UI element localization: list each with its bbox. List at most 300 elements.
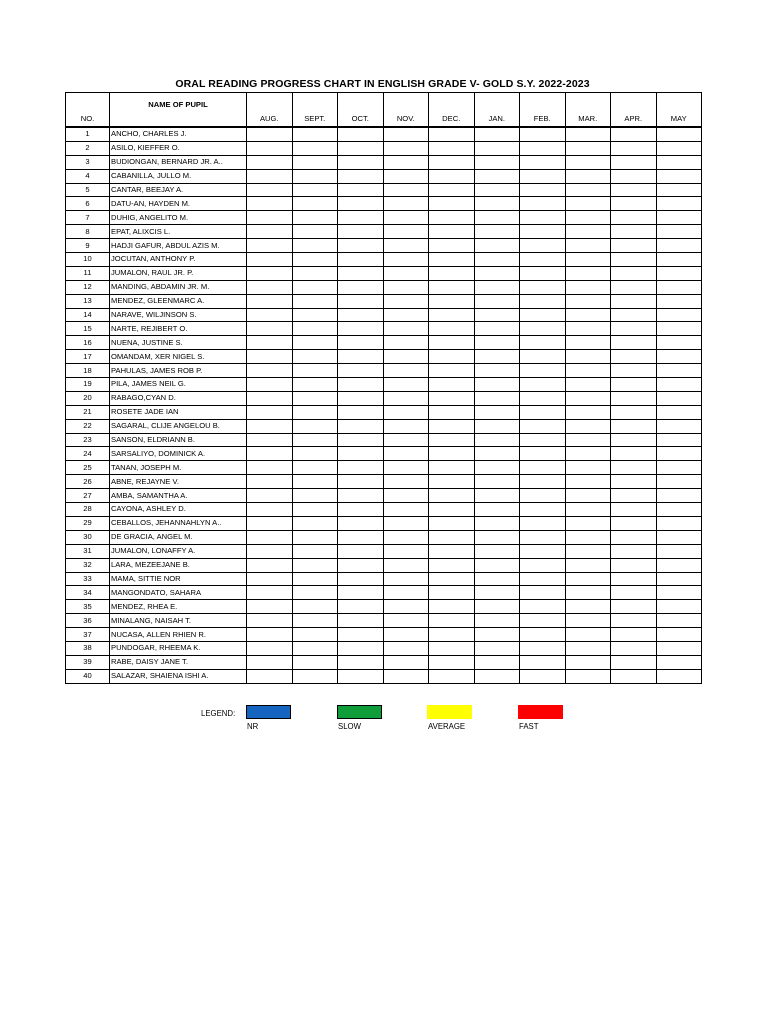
month-cell[interactable]: [474, 475, 520, 489]
month-cell[interactable]: [656, 266, 702, 280]
month-cell[interactable]: [292, 600, 338, 614]
month-cell[interactable]: [292, 308, 338, 322]
month-cell[interactable]: [338, 294, 384, 308]
month-cell[interactable]: [611, 155, 657, 169]
month-cell[interactable]: [565, 141, 611, 155]
month-cell[interactable]: [611, 503, 657, 517]
month-cell[interactable]: [520, 461, 566, 475]
month-cell[interactable]: [292, 447, 338, 461]
month-cell[interactable]: [338, 127, 384, 141]
month-cell[interactable]: [474, 266, 520, 280]
month-cell[interactable]: [247, 405, 293, 419]
month-cell[interactable]: [338, 197, 384, 211]
month-cell[interactable]: [474, 141, 520, 155]
month-cell[interactable]: [247, 669, 293, 683]
month-cell[interactable]: [292, 516, 338, 530]
month-cell[interactable]: [520, 322, 566, 336]
month-cell[interactable]: [474, 378, 520, 392]
month-cell[interactable]: [383, 127, 429, 141]
month-cell[interactable]: [520, 239, 566, 253]
month-cell[interactable]: [383, 600, 429, 614]
month-cell[interactable]: [383, 391, 429, 405]
month-cell[interactable]: [247, 308, 293, 322]
month-cell[interactable]: [656, 183, 702, 197]
month-cell[interactable]: [292, 378, 338, 392]
month-cell[interactable]: [474, 294, 520, 308]
month-cell[interactable]: [565, 239, 611, 253]
month-cell[interactable]: [611, 655, 657, 669]
month-cell[interactable]: [429, 391, 475, 405]
month-cell[interactable]: [611, 669, 657, 683]
month-cell[interactable]: [247, 253, 293, 267]
month-cell[interactable]: [565, 280, 611, 294]
month-cell[interactable]: [520, 197, 566, 211]
month-cell[interactable]: [383, 503, 429, 517]
month-cell[interactable]: [474, 489, 520, 503]
month-cell[interactable]: [383, 405, 429, 419]
month-cell[interactable]: [292, 294, 338, 308]
month-cell[interactable]: [292, 433, 338, 447]
month-cell[interactable]: [520, 586, 566, 600]
month-cell[interactable]: [611, 266, 657, 280]
month-cell[interactable]: [474, 614, 520, 628]
month-cell[interactable]: [611, 558, 657, 572]
month-cell[interactable]: [565, 155, 611, 169]
month-cell[interactable]: [656, 419, 702, 433]
month-cell[interactable]: [656, 391, 702, 405]
month-cell[interactable]: [565, 378, 611, 392]
month-cell[interactable]: [247, 433, 293, 447]
month-cell[interactable]: [656, 141, 702, 155]
month-cell[interactable]: [656, 364, 702, 378]
month-cell[interactable]: [292, 641, 338, 655]
month-cell[interactable]: [520, 294, 566, 308]
month-cell[interactable]: [429, 516, 475, 530]
month-cell[interactable]: [247, 183, 293, 197]
month-cell[interactable]: [520, 530, 566, 544]
month-cell[interactable]: [611, 419, 657, 433]
month-cell[interactable]: [292, 155, 338, 169]
month-cell[interactable]: [611, 336, 657, 350]
month-cell[interactable]: [292, 141, 338, 155]
month-cell[interactable]: [292, 669, 338, 683]
month-cell[interactable]: [474, 433, 520, 447]
month-cell[interactable]: [429, 405, 475, 419]
month-cell[interactable]: [429, 322, 475, 336]
month-cell[interactable]: [565, 364, 611, 378]
month-cell[interactable]: [247, 489, 293, 503]
month-cell[interactable]: [338, 447, 384, 461]
month-cell[interactable]: [429, 211, 475, 225]
month-cell[interactable]: [656, 155, 702, 169]
month-cell[interactable]: [292, 586, 338, 600]
month-cell[interactable]: [474, 461, 520, 475]
month-cell[interactable]: [338, 336, 384, 350]
month-cell[interactable]: [474, 405, 520, 419]
month-cell[interactable]: [338, 516, 384, 530]
month-cell[interactable]: [383, 239, 429, 253]
month-cell[interactable]: [383, 419, 429, 433]
month-cell[interactable]: [383, 155, 429, 169]
month-cell[interactable]: [565, 169, 611, 183]
month-cell[interactable]: [520, 475, 566, 489]
month-cell[interactable]: [338, 141, 384, 155]
month-cell[interactable]: [338, 253, 384, 267]
month-cell[interactable]: [247, 350, 293, 364]
month-cell[interactable]: [656, 253, 702, 267]
month-cell[interactable]: [565, 461, 611, 475]
month-cell[interactable]: [429, 127, 475, 141]
month-cell[interactable]: [565, 266, 611, 280]
month-cell[interactable]: [338, 391, 384, 405]
month-cell[interactable]: [611, 280, 657, 294]
month-cell[interactable]: [247, 600, 293, 614]
month-cell[interactable]: [292, 266, 338, 280]
month-cell[interactable]: [656, 280, 702, 294]
month-cell[interactable]: [429, 197, 475, 211]
month-cell[interactable]: [611, 447, 657, 461]
month-cell[interactable]: [338, 572, 384, 586]
month-cell[interactable]: [656, 558, 702, 572]
month-cell[interactable]: [247, 197, 293, 211]
month-cell[interactable]: [565, 655, 611, 669]
month-cell[interactable]: [520, 350, 566, 364]
month-cell[interactable]: [338, 280, 384, 294]
month-cell[interactable]: [247, 169, 293, 183]
month-cell[interactable]: [520, 614, 566, 628]
month-cell[interactable]: [338, 225, 384, 239]
month-cell[interactable]: [247, 211, 293, 225]
month-cell[interactable]: [611, 225, 657, 239]
month-cell[interactable]: [292, 169, 338, 183]
month-cell[interactable]: [429, 530, 475, 544]
month-cell[interactable]: [520, 253, 566, 267]
month-cell[interactable]: [247, 586, 293, 600]
month-cell[interactable]: [565, 322, 611, 336]
month-cell[interactable]: [656, 489, 702, 503]
month-cell[interactable]: [474, 572, 520, 586]
month-cell[interactable]: [292, 183, 338, 197]
month-cell[interactable]: [247, 461, 293, 475]
month-cell[interactable]: [429, 183, 475, 197]
month-cell[interactable]: [383, 655, 429, 669]
month-cell[interactable]: [656, 628, 702, 642]
month-cell[interactable]: [383, 253, 429, 267]
month-cell[interactable]: [611, 461, 657, 475]
month-cell[interactable]: [338, 405, 384, 419]
month-cell[interactable]: [429, 225, 475, 239]
month-cell[interactable]: [656, 322, 702, 336]
month-cell[interactable]: [429, 572, 475, 586]
month-cell[interactable]: [292, 461, 338, 475]
month-cell[interactable]: [383, 628, 429, 642]
month-cell[interactable]: [474, 308, 520, 322]
month-cell[interactable]: [383, 169, 429, 183]
month-cell[interactable]: [292, 391, 338, 405]
month-cell[interactable]: [656, 530, 702, 544]
month-cell[interactable]: [292, 197, 338, 211]
month-cell[interactable]: [338, 155, 384, 169]
month-cell[interactable]: [338, 364, 384, 378]
month-cell[interactable]: [247, 628, 293, 642]
month-cell[interactable]: [520, 336, 566, 350]
month-cell[interactable]: [656, 586, 702, 600]
month-cell[interactable]: [247, 294, 293, 308]
month-cell[interactable]: [338, 322, 384, 336]
month-cell[interactable]: [383, 336, 429, 350]
month-cell[interactable]: [611, 600, 657, 614]
month-cell[interactable]: [656, 197, 702, 211]
month-cell[interactable]: [383, 322, 429, 336]
month-cell[interactable]: [383, 558, 429, 572]
month-cell[interactable]: [292, 614, 338, 628]
month-cell[interactable]: [474, 364, 520, 378]
month-cell[interactable]: [656, 669, 702, 683]
month-cell[interactable]: [520, 391, 566, 405]
month-cell[interactable]: [292, 503, 338, 517]
month-cell[interactable]: [565, 489, 611, 503]
month-cell[interactable]: [338, 669, 384, 683]
month-cell[interactable]: [565, 586, 611, 600]
month-cell[interactable]: [611, 239, 657, 253]
month-cell[interactable]: [429, 544, 475, 558]
month-cell[interactable]: [247, 239, 293, 253]
month-cell[interactable]: [383, 447, 429, 461]
month-cell[interactable]: [383, 614, 429, 628]
month-cell[interactable]: [474, 503, 520, 517]
month-cell[interactable]: [520, 558, 566, 572]
month-cell[interactable]: [429, 433, 475, 447]
month-cell[interactable]: [247, 641, 293, 655]
month-cell[interactable]: [611, 433, 657, 447]
month-cell[interactable]: [247, 391, 293, 405]
month-cell[interactable]: [429, 294, 475, 308]
month-cell[interactable]: [520, 405, 566, 419]
month-cell[interactable]: [338, 641, 384, 655]
month-cell[interactable]: [383, 141, 429, 155]
month-cell[interactable]: [520, 141, 566, 155]
month-cell[interactable]: [338, 378, 384, 392]
month-cell[interactable]: [520, 225, 566, 239]
month-cell[interactable]: [565, 419, 611, 433]
month-cell[interactable]: [383, 378, 429, 392]
month-cell[interactable]: [565, 308, 611, 322]
month-cell[interactable]: [565, 294, 611, 308]
month-cell[interactable]: [292, 350, 338, 364]
month-cell[interactable]: [565, 253, 611, 267]
month-cell[interactable]: [565, 558, 611, 572]
month-cell[interactable]: [247, 530, 293, 544]
month-cell[interactable]: [292, 405, 338, 419]
month-cell[interactable]: [292, 127, 338, 141]
month-cell[interactable]: [565, 405, 611, 419]
month-cell[interactable]: [520, 516, 566, 530]
month-cell[interactable]: [611, 475, 657, 489]
month-cell[interactable]: [292, 489, 338, 503]
month-cell[interactable]: [247, 280, 293, 294]
month-cell[interactable]: [611, 211, 657, 225]
month-cell[interactable]: [474, 225, 520, 239]
month-cell[interactable]: [383, 197, 429, 211]
month-cell[interactable]: [611, 572, 657, 586]
month-cell[interactable]: [247, 475, 293, 489]
month-cell[interactable]: [656, 600, 702, 614]
month-cell[interactable]: [474, 544, 520, 558]
month-cell[interactable]: [429, 489, 475, 503]
month-cell[interactable]: [611, 391, 657, 405]
month-cell[interactable]: [611, 489, 657, 503]
month-cell[interactable]: [429, 239, 475, 253]
month-cell[interactable]: [247, 503, 293, 517]
month-cell[interactable]: [338, 544, 384, 558]
month-cell[interactable]: [338, 350, 384, 364]
month-cell[interactable]: [565, 544, 611, 558]
month-cell[interactable]: [611, 530, 657, 544]
month-cell[interactable]: [338, 600, 384, 614]
month-cell[interactable]: [292, 628, 338, 642]
month-cell[interactable]: [383, 461, 429, 475]
month-cell[interactable]: [292, 211, 338, 225]
month-cell[interactable]: [429, 141, 475, 155]
month-cell[interactable]: [656, 433, 702, 447]
month-cell[interactable]: [611, 308, 657, 322]
month-cell[interactable]: [611, 586, 657, 600]
month-cell[interactable]: [565, 503, 611, 517]
month-cell[interactable]: [656, 350, 702, 364]
month-cell[interactable]: [429, 628, 475, 642]
month-cell[interactable]: [338, 586, 384, 600]
month-cell[interactable]: [338, 530, 384, 544]
month-cell[interactable]: [292, 475, 338, 489]
month-cell[interactable]: [429, 266, 475, 280]
month-cell[interactable]: [474, 669, 520, 683]
month-cell[interactable]: [565, 391, 611, 405]
month-cell[interactable]: [292, 572, 338, 586]
month-cell[interactable]: [565, 447, 611, 461]
month-cell[interactable]: [474, 391, 520, 405]
month-cell[interactable]: [565, 350, 611, 364]
month-cell[interactable]: [565, 336, 611, 350]
month-cell[interactable]: [429, 364, 475, 378]
month-cell[interactable]: [292, 419, 338, 433]
month-cell[interactable]: [383, 586, 429, 600]
month-cell[interactable]: [429, 614, 475, 628]
month-cell[interactable]: [611, 322, 657, 336]
month-cell[interactable]: [429, 350, 475, 364]
month-cell[interactable]: [383, 516, 429, 530]
month-cell[interactable]: [247, 378, 293, 392]
month-cell[interactable]: [520, 600, 566, 614]
month-cell[interactable]: [383, 225, 429, 239]
month-cell[interactable]: [656, 503, 702, 517]
month-cell[interactable]: [247, 419, 293, 433]
month-cell[interactable]: [565, 614, 611, 628]
month-cell[interactable]: [383, 364, 429, 378]
month-cell[interactable]: [656, 169, 702, 183]
month-cell[interactable]: [565, 530, 611, 544]
month-cell[interactable]: [429, 475, 475, 489]
month-cell[interactable]: [474, 183, 520, 197]
month-cell[interactable]: [383, 433, 429, 447]
month-cell[interactable]: [656, 308, 702, 322]
month-cell[interactable]: [474, 350, 520, 364]
month-cell[interactable]: [338, 419, 384, 433]
month-cell[interactable]: [429, 641, 475, 655]
month-cell[interactable]: [520, 169, 566, 183]
month-cell[interactable]: [520, 155, 566, 169]
month-cell[interactable]: [429, 419, 475, 433]
month-cell[interactable]: [656, 447, 702, 461]
month-cell[interactable]: [565, 433, 611, 447]
month-cell[interactable]: [383, 294, 429, 308]
month-cell[interactable]: [247, 544, 293, 558]
month-cell[interactable]: [292, 322, 338, 336]
month-cell[interactable]: [383, 266, 429, 280]
month-cell[interactable]: [429, 336, 475, 350]
month-cell[interactable]: [611, 405, 657, 419]
month-cell[interactable]: [520, 433, 566, 447]
month-cell[interactable]: [656, 655, 702, 669]
month-cell[interactable]: [338, 558, 384, 572]
month-cell[interactable]: [247, 558, 293, 572]
month-cell[interactable]: [474, 239, 520, 253]
month-cell[interactable]: [338, 266, 384, 280]
month-cell[interactable]: [474, 253, 520, 267]
month-cell[interactable]: [520, 266, 566, 280]
month-cell[interactable]: [338, 239, 384, 253]
month-cell[interactable]: [338, 433, 384, 447]
month-cell[interactable]: [474, 127, 520, 141]
month-cell[interactable]: [520, 378, 566, 392]
month-cell[interactable]: [611, 294, 657, 308]
month-cell[interactable]: [656, 614, 702, 628]
month-cell[interactable]: [656, 516, 702, 530]
month-cell[interactable]: [383, 572, 429, 586]
month-cell[interactable]: [656, 225, 702, 239]
month-cell[interactable]: [429, 155, 475, 169]
month-cell[interactable]: [611, 141, 657, 155]
month-cell[interactable]: [656, 294, 702, 308]
month-cell[interactable]: [247, 614, 293, 628]
month-cell[interactable]: [520, 655, 566, 669]
month-cell[interactable]: [611, 641, 657, 655]
month-cell[interactable]: [565, 669, 611, 683]
month-cell[interactable]: [520, 641, 566, 655]
month-cell[interactable]: [429, 280, 475, 294]
month-cell[interactable]: [656, 475, 702, 489]
month-cell[interactable]: [474, 169, 520, 183]
month-cell[interactable]: [565, 183, 611, 197]
month-cell[interactable]: [520, 489, 566, 503]
month-cell[interactable]: [338, 211, 384, 225]
month-cell[interactable]: [565, 127, 611, 141]
month-cell[interactable]: [474, 211, 520, 225]
month-cell[interactable]: [656, 572, 702, 586]
month-cell[interactable]: [520, 669, 566, 683]
month-cell[interactable]: [474, 655, 520, 669]
month-cell[interactable]: [338, 308, 384, 322]
month-cell[interactable]: [520, 544, 566, 558]
month-cell[interactable]: [656, 211, 702, 225]
month-cell[interactable]: [611, 364, 657, 378]
month-cell[interactable]: [383, 211, 429, 225]
month-cell[interactable]: [429, 586, 475, 600]
month-cell[interactable]: [247, 322, 293, 336]
month-cell[interactable]: [611, 350, 657, 364]
month-cell[interactable]: [656, 378, 702, 392]
month-cell[interactable]: [474, 280, 520, 294]
month-cell[interactable]: [292, 253, 338, 267]
